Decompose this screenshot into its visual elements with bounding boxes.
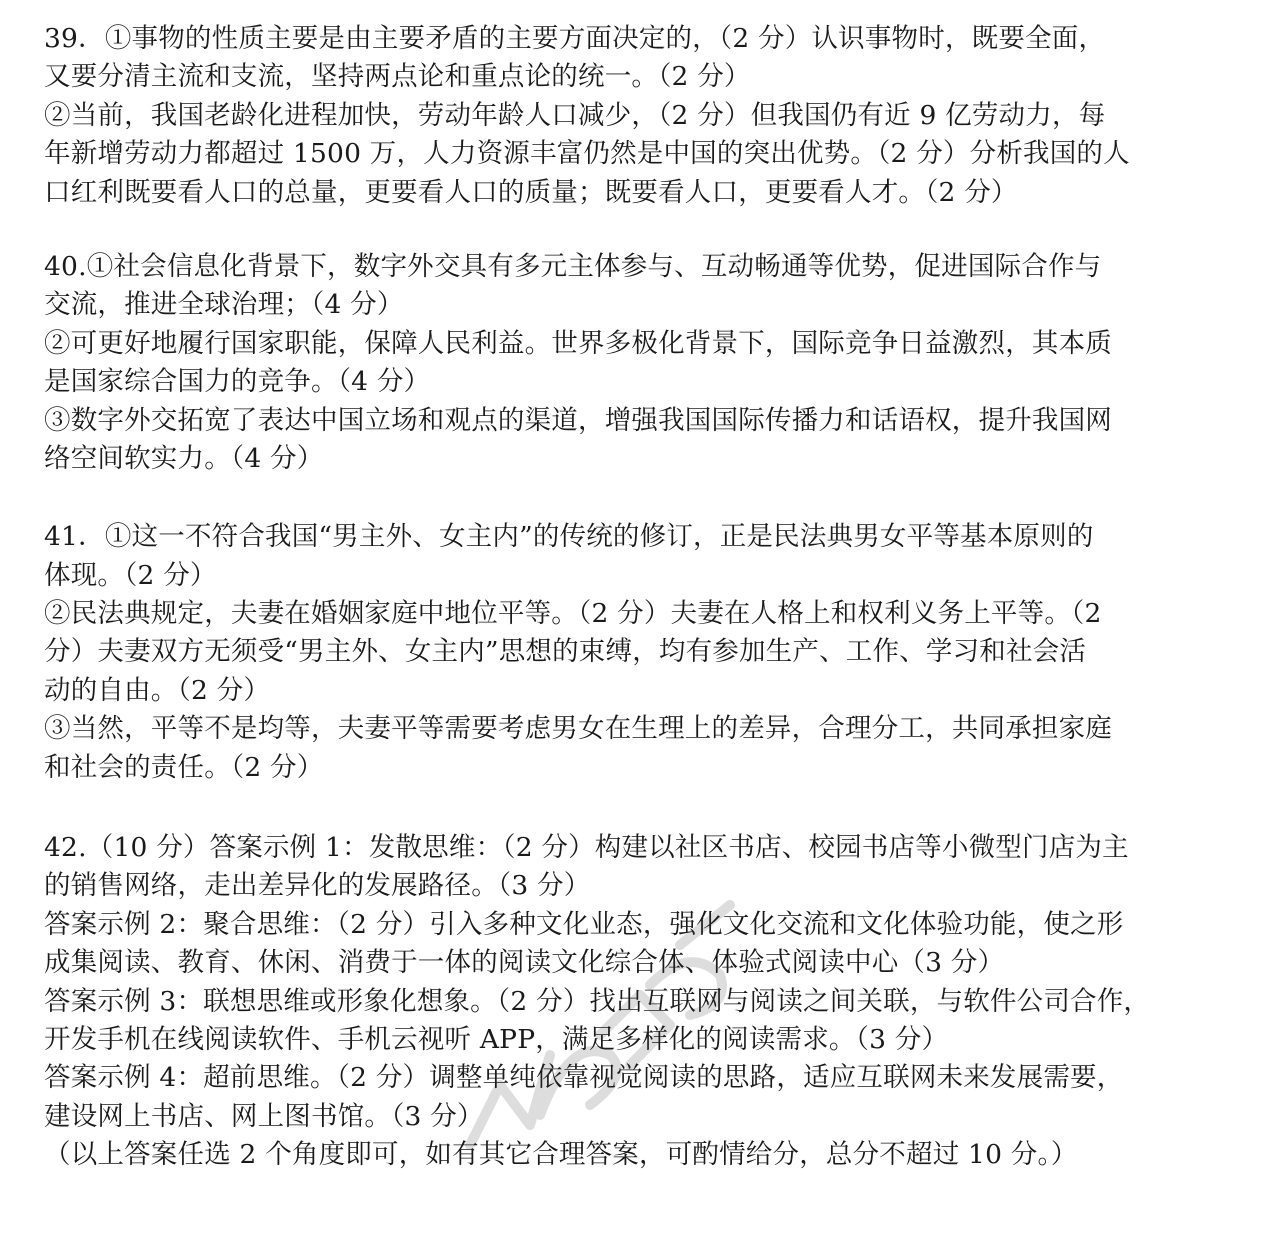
answer-39-line: 年新增劳动力都超过 1500 万，人力资源丰富仍然是中国的突出优势。（2 分）分析我国的人 [44,138,1130,170]
answer-40-line: ②可更好地履行国家职能，保障人民利益。世界多极化背景下，国际竞争日益激烈，其本质 [44,327,1112,359]
answer-42-line: 的销售网络，走出差异化的发展路径。（3 分） [44,870,591,902]
answer-42-line: 开发手机在线阅读软件、手机云视听 APP，满足多样化的阅读需求。（3 分） [44,1023,949,1055]
answer-41-line: ②民法典规定，夫妻在婚姻家庭中地位平等。（2 分）夫妻在人格上和权利义务上平等。（2 [44,598,1102,630]
block-gap [44,787,1240,829]
answer-41-line: ③当然，平等不是均等，夫妻平等需要考虑男女在生理上的差异，合理分工，共同承担家庭 [44,713,1112,745]
answer-42-line: 成集阅读、教育、休闲、消费于一体的阅读文化综合体、体验式阅读中心（3 分） [44,947,1005,979]
answer-41-line: 和社会的责任。（2 分） [44,751,324,783]
answer-39 [44,20,1240,212]
answer-40-line: 是国家综合国力的竞争。（4 分） [44,366,431,398]
answer-41-line: 分）夫妻双方无须受“男主外、女主内”思想的束缚，均有参加生产、工作、学习和社会活 [44,636,1087,668]
answer-39-line: 又要分清主流和支流，坚持两点论和重点论的统一。（2 分） [44,61,751,93]
answer-41 [44,518,1240,787]
answer-sheet [44,20,1240,1175]
answer-39-line: 口红利既要看人口的总量，更要看人口的质量；既要看人口，更要看人才。（2 分） [44,176,1018,208]
answer-42-line: 答案示例 4：超前思维。（2 分）调整单纯依靠视觉阅读的思路，适应互联网未来发展需要， [44,1062,1124,1094]
answer-41-line: 41．①这一不符合我国“男主外、女主内”的传统的修订，正是民法典男女平等基本原则的 [44,521,1094,553]
answer-42-line: 42.（10 分）答案示例 1：发散思维：（2 分）构建以社区书店、校园书店等小微型门店为主 [44,832,1129,864]
answer-41-line: 体现。（2 分） [44,559,217,591]
answer-42-line: 答案示例 3：联想思维或形象化想象。（2 分）找出互联网与阅读之间关联，与软件公司合作， [44,985,1151,1017]
answer-40 [44,248,1240,478]
answer-42-line: 建设网上书店、网上图书馆。（3 分） [44,1100,484,1132]
answer-40-line: 40.①社会信息化背景下，数字外交具有多元主体参与、互动畅通等优势，促进国际合作与 [44,250,1102,282]
answer-42 [44,829,1240,1175]
answer-41-line: 动的自由。（2 分） [44,674,271,706]
answer-40-line: 络空间软实力。（4 分） [44,442,324,474]
answer-39-line: 39．①事物的性质主要是由主要矛盾的主要方面决定的，（2 分）认识事物时，既要全面， [44,23,1106,54]
answer-42-line: （以上答案任选 2 个角度即可，如有其它合理答案，可酌情给分，总分不超过 10 分。） [44,1139,1078,1171]
answer-40-line: ③数字外交拓宽了表达中国立场和观点的渠道，增强我国国际传播力和话语权，提升我国网 [44,404,1112,436]
block-gap [44,478,1240,518]
block-gap [44,212,1240,248]
answer-40-line: 交流，推进全球治理；（4 分） [44,289,404,321]
answer-39-line: ②当前，我国老龄化进程加快，劳动年龄人口减少，（2 分）但我国仍有近 9 亿劳动力，每 [44,99,1106,131]
answer-42-line: 答案示例 2：聚合思维：（2 分）引入多种文化业态，强化文化交流和文化体验功能，使之形 [44,908,1124,940]
